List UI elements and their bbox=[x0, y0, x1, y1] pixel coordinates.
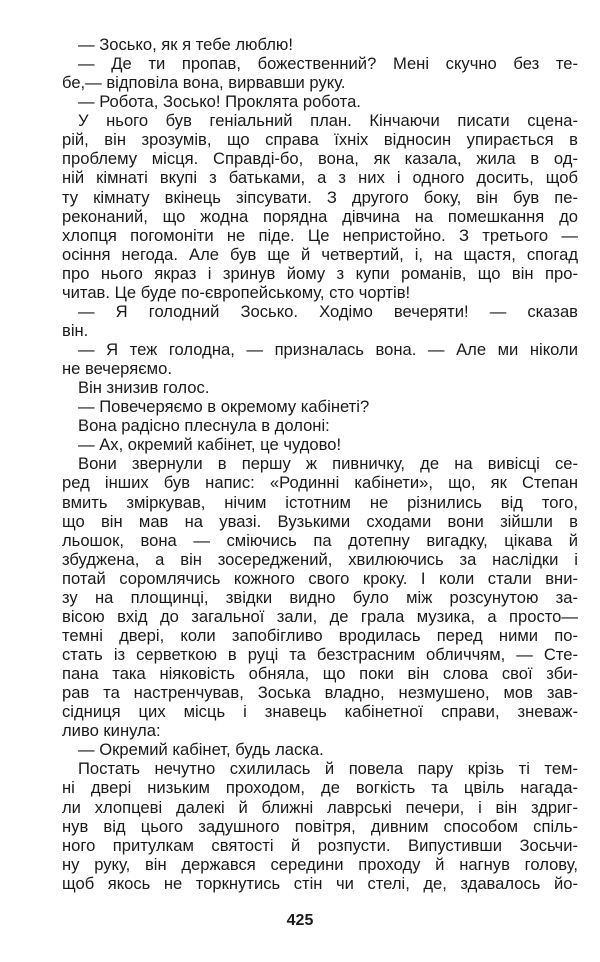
text-line: — Я теж голодна, — призналась вона. — Але ми ніколи bbox=[78, 340, 578, 359]
text-line: реконаний, що жодна порядна дівчина на помешкання до bbox=[62, 206, 578, 226]
text-line: — Де ти пропав, божественний? Мені скучно без те- bbox=[78, 54, 578, 74]
text-line: читав. Це буде по-європейському, сто чортів! bbox=[62, 282, 411, 302]
text-line: ред інших був напис: «Родинні кабінети», що, як Степан bbox=[62, 473, 578, 493]
text-line: У нього був геніальний план. Кінчаючи писати сцена- bbox=[78, 111, 578, 131]
text-line: пана така ніяковість обняла, що поки він слова свої зби- bbox=[62, 664, 578, 684]
text-line: сідниця цих місць і знавець кабінетної справи, зневаж- bbox=[62, 702, 578, 722]
text-line: рій, він зрозумів, що справа їхніх відносин упирається в bbox=[62, 130, 578, 150]
text-line: зу на площинці, звідки видно було між розсунутою за- bbox=[62, 587, 578, 607]
text-line: ли хлопцеві далекі й ближні лаврські печери, і він здриг- bbox=[62, 797, 578, 817]
book-page-body bbox=[62, 35, 578, 893]
text-line: Вони звернули в першу ж пивничку, де на вивісці се- bbox=[78, 454, 578, 474]
text-line: вмить зміркував, нічим істотним не різнились від того, bbox=[62, 492, 578, 512]
text-line: що він мав на увазі. Вузькими сходами вони зійшли в bbox=[62, 511, 578, 531]
text-line: стать із серветкою в руці та безстрасним обличчям, — Сте- bbox=[62, 645, 578, 664]
text-line: — Окремий кабінет, будь ласка. bbox=[78, 740, 324, 760]
page-number: 425 bbox=[286, 912, 314, 929]
text-line: рав та настренчував, Зоська владно, незмушено, мов зав- bbox=[62, 683, 578, 703]
text-line: хлопця погомоніти не піде. Це непристойно. З третього — bbox=[62, 225, 578, 245]
text-line: не вечеряємо. bbox=[62, 359, 172, 379]
text-line: потай соромлячись кожного свого кроку. І коли стали вни- bbox=[62, 568, 578, 588]
text-line: він. bbox=[62, 320, 89, 340]
text-line: вісою вхід до загальної зали, де грала музика, а просто— bbox=[62, 606, 578, 626]
text-line: осіння негода. Але був ще й четвертий, і, на щастя, спогад bbox=[62, 244, 578, 264]
text-line: ливо кинула: bbox=[62, 721, 161, 741]
text-line: — Я голодний Зосько. Ходімо вечеряти! — сказав bbox=[78, 301, 578, 321]
text-line: Постать нечутно схилилась й повела пару крізь ті тем- bbox=[78, 759, 578, 779]
text-line: Він знизив голос. bbox=[78, 378, 210, 398]
text-line: щоб якось не торкнутись стін чи стелі, де, здавалось йо- bbox=[62, 873, 578, 893]
text-line: ту кімнату вкінець зіпсувати. З другого боку, він був пе- bbox=[62, 187, 578, 207]
text-line: темні двері, коли запобігливо вродилась перед ними по- bbox=[62, 625, 578, 645]
text-line: ній кімнаті вкупі з батьками, а з них і одного досить, щоб bbox=[62, 168, 578, 188]
text-line: про нього якраз і зринув йому з купи романів, що він про- bbox=[62, 263, 578, 283]
text-line: — Ах, окремий кабінет, це чудово! bbox=[78, 435, 342, 455]
text-line: нув від цього задушного повітря, дивним способом спіль- bbox=[62, 816, 578, 836]
text-line: ного притулкам святості й розпусти. Випустивши Зосьчи- bbox=[62, 835, 578, 855]
text-line: проблему місця. Справді-бо, вона, як казала, жила в од- bbox=[62, 149, 578, 169]
text-line: ну руку, він держався середини проходу й нагнув голову, bbox=[62, 854, 578, 874]
text-line: збуджена, а він зосереджений, хвилюючись за наслідки і bbox=[62, 549, 578, 569]
text-line: ні двері низьким проходом, де вогкість та цвіль нагада- bbox=[62, 778, 578, 798]
text-line: — Зосько, як я тебе люблю! bbox=[78, 35, 293, 54]
text-line: льошок, вона — сміючись па дотепну вигадку, цікава й bbox=[62, 530, 578, 550]
text-line: бе,— відповіла вона, вирвавши руку. bbox=[62, 73, 346, 93]
text-line: — Робота, Зосько! Проклята робота. bbox=[78, 92, 361, 112]
text-line: Вона радісно плеснула в долоні: bbox=[78, 416, 330, 436]
text-line: — Повечеряємо в окремому кабінеті? bbox=[78, 397, 370, 417]
